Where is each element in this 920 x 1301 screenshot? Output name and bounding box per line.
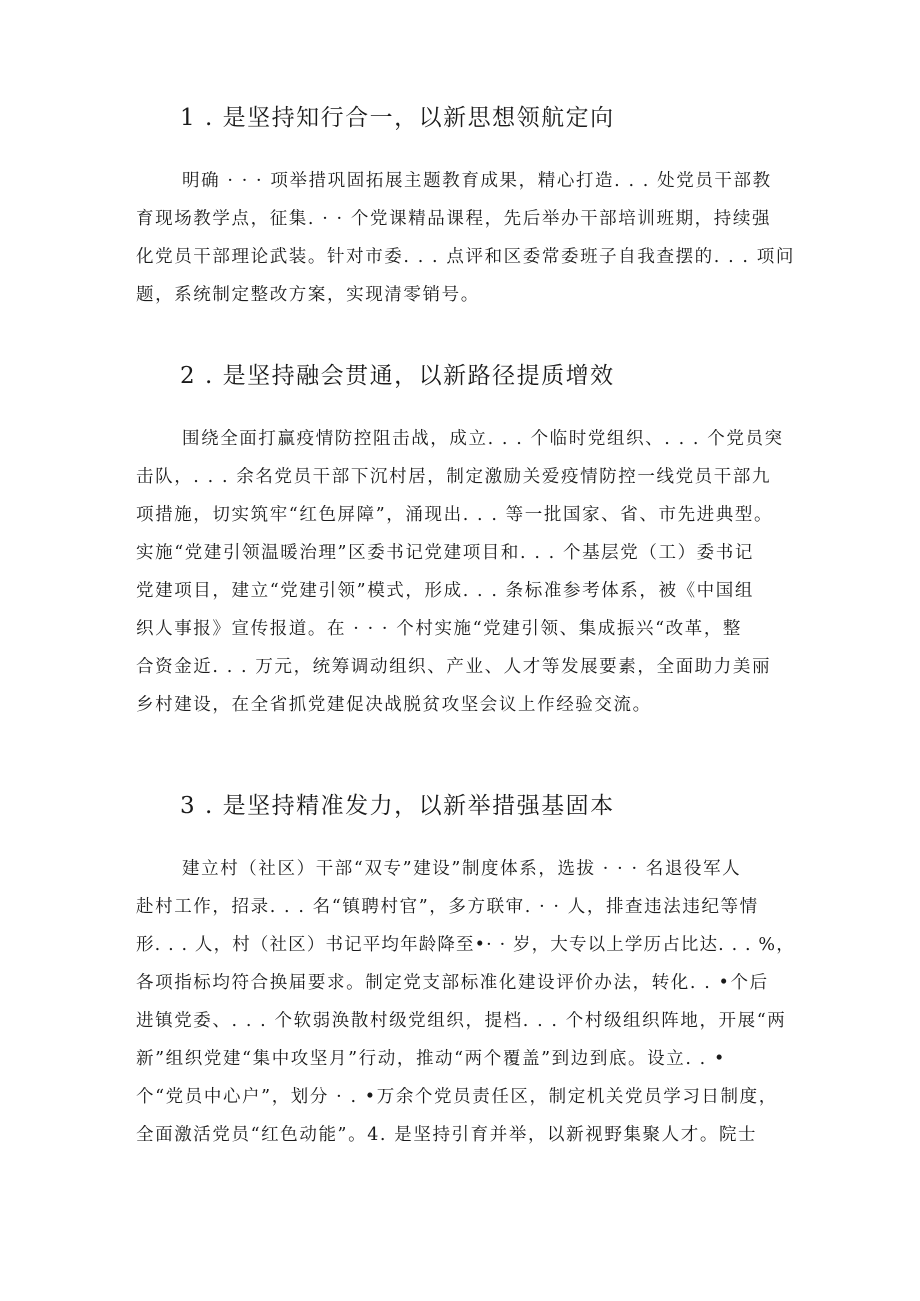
- section-1-line-4: 题，系统制定整改方案，实现清零销号。: [136, 285, 480, 305]
- section-3-line-3: 形. . . 人，村（社区）书记平均年龄降至•· · 岁，大专以上学历占比达. . . %，: [136, 935, 795, 955]
- section-2-line-8: 乡村建设，在全省抓党建促决战脱贫攻坚会议上作经验交流。: [136, 695, 652, 715]
- section-2-line-2: 击队，. . . 余名党员干部下沉村居，制定激励关爱疫情防控一线党员干部九: [136, 467, 772, 487]
- section-2-line-4: 实施“党建引领温暖治理”区委书记党建项目和. . . 个基层党（工）委书记: [136, 543, 754, 563]
- section-3-line-8: 全面激活党员“红色动能”。4. 是坚持引育并举，以新视野集聚人才。院士: [136, 1125, 758, 1145]
- section-3-line-1: 建立村（社区）干部“双专”建设”制度体系，选拔 · · · 名退役军人: [182, 859, 742, 879]
- section-2-line-6: 织人事报》宣传报道。在 · · · 个村实施“党建引领、集成振兴“改革，整: [136, 619, 743, 639]
- section-1-line-2: 育现场教学点，征集. · · 个党课精品课程，先后举办干部培训班期，持续强: [136, 209, 772, 229]
- section-3-line-6: 新”组织党建“集中攻坚月”行动，推动“两个覆盖”到边到底。设立. . •: [136, 1049, 726, 1069]
- section-3-line-5: 进镇党委、. . . 个软弱涣散村级党组织，提档. . . 个村级组织阵地，开展“两: [136, 1011, 787, 1031]
- section-2-line-1: 围绕全面打赢疫情防控阻击战，成立. . . 个临时党组织、. . . 个党员突: [182, 429, 784, 449]
- section-3-line-2: 赴村工作，招录. . . 名“镇聘村官”，多方联审. · · 人，排查违法违纪等情: [136, 897, 759, 917]
- section-3-line-7: 个“党员中心户”，划分 · . •万余个党员责任区，制定机关党员学习日制度，: [136, 1087, 778, 1107]
- section-3-heading: 3 . 是坚持精准发力，以新举措强基固本: [180, 793, 615, 819]
- section-1-heading: 1 . 是坚持知行合一，以新思想领航定向: [180, 105, 615, 131]
- section-3-line-4: 各项指标均符合换届要求。制定党支部标准化建设评价办法，转化. . •个后: [136, 973, 769, 993]
- section-2-line-5: 党建项目，建立“党建引领”模式，形成. . . 条标准参考体系，被《中国组: [136, 581, 754, 601]
- section-2-line-7: 合资金近. . . 万元，统筹调动组织、产业、人才等发展要素，全面助力美丽: [136, 657, 772, 677]
- section-1-line-3: 化党员干部理论武装。针对市委. . . 点评和区委常委班子自我查摆的. . . 项问: [136, 247, 795, 267]
- section-1-line-1: 明确 · · · 项举措巩固拓展主题教育成果，精心打造. . . 处党员干部教: [182, 171, 772, 191]
- section-2-heading: 2 . 是坚持融会贯通，以新路径提质增效: [180, 363, 615, 389]
- section-2-line-3: 项措施，切实筑牢“红色屏障”，涌现出. . . 等一批国家、省、市先进典型。: [136, 505, 774, 525]
